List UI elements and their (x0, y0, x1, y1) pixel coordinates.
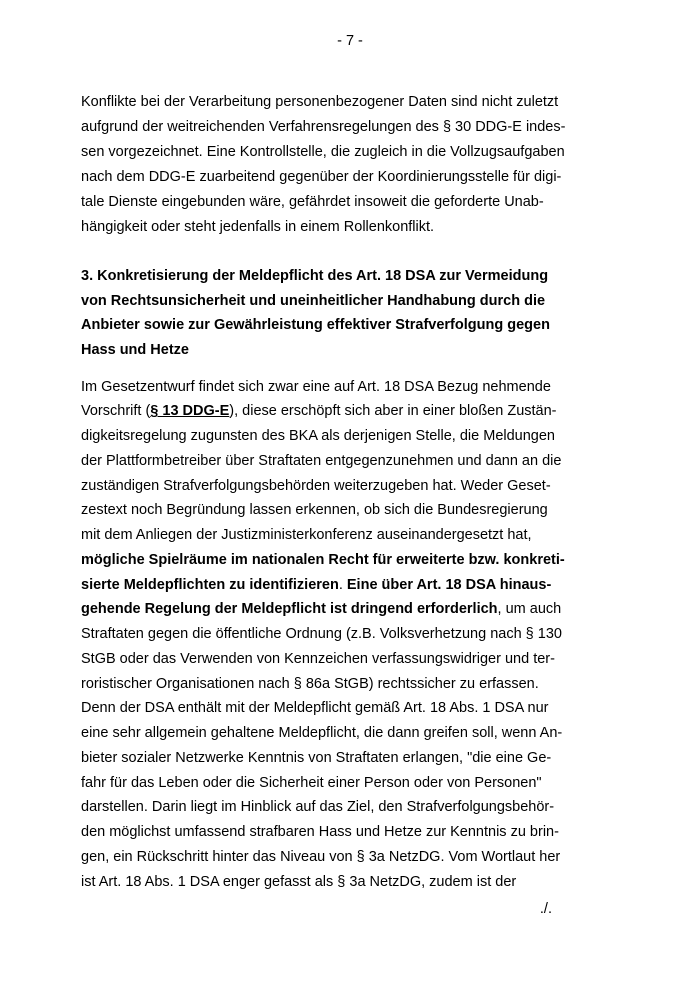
text-span: . (338, 577, 347, 593)
paragraph-line (81, 402, 557, 420)
text-span: , um auch (497, 601, 562, 617)
continuation-mark: ./. (539, 901, 552, 917)
paragraph-line: nach dem DDG-E zuarbeitend gegenüber der Koordinierungsstelle für digi- (81, 169, 562, 185)
paragraph-line: hängigkeit oder steht jedenfalls in einem Rollenkonflikt. (81, 219, 435, 235)
paragraph-line: tale Dienste eingebunden wäre, gefährdet insoweit die geforderte Unab- (81, 194, 544, 210)
paragraph-line (81, 576, 551, 594)
section-heading-line: Hass und Hetze (81, 342, 189, 358)
paragraph-line: sen vorgezeichnet. Eine Kontrollstelle, die zugleich in die Vollzugsaufgaben (81, 144, 565, 160)
paragraph-line (81, 600, 561, 618)
paragraph-line: zuständigen Strafverfolgungsbehörden weiterzugeben hat. Weder Geset- (81, 478, 551, 494)
section-heading-line: 3. Konkretisierung der Meldepflicht des Art. 18 DSA zur Vermeidung (81, 268, 549, 284)
paragraph-line: digkeitsregelung zugunsten des BKA als derjenigen Stelle, die Meldungen (81, 428, 555, 444)
paragraph-line: bieter sozialer Netzwerke Kenntnis von Straftaten erlangen, "die eine Ge- (81, 750, 552, 766)
paragraph-line: den möglichst umfassend strafbaren Hass und Hetze zur Kenntnis zu brin- (81, 824, 559, 840)
paragraph-line: StGB oder das Verwenden von Kennzeichen verfassungswidriger und ter- (81, 651, 555, 667)
text-span-bold: sierte Meldepflichten zu identifizieren (81, 577, 339, 593)
text-span-bold: gehende Regelung der Meldepflicht ist dringend erforderlich (81, 601, 498, 617)
paragraph-line: mit dem Anliegen der Justizministerkonferenz auseinandergesetzt hat, (81, 527, 532, 543)
paragraph-line: Im Gesetzentwurf findet sich zwar eine auf Art. 18 DSA Bezug nehmende (81, 379, 551, 395)
section-13-ddg-e-link[interactable]: § 13 DDG-E (150, 403, 230, 419)
section-heading-line: von Rechtsunsicherheit und uneinheitlicher Handhabung durch die (81, 293, 546, 309)
paragraph-line: fahr für das Leben oder die Sicherheit einer Person oder von Personen" (81, 775, 542, 791)
paragraph-line: zestext noch Begründung lassen erkennen, ob sich die Bundesregierung (81, 502, 548, 518)
text-span: ), diese erschöpft sich aber in einer bloßen Zustän- (229, 403, 557, 419)
paragraph-line: mögliche Spielräume im nationalen Recht für erweiterte bzw. konkreti- (81, 552, 565, 568)
paragraph-line: aufgrund der weitreichenden Verfahrensregelungen des § 30 DDG-E indes- (81, 119, 566, 135)
text-span: Vorschrift ( (81, 403, 151, 419)
page-number: - 7 - (337, 33, 363, 49)
paragraph-line: Konflikte bei der Verarbeitung personenbezogener Daten sind nicht zuletzt (81, 94, 559, 110)
paragraph-line: roristischer Organisationen nach § 86a StGB) rechtssicher zu erfassen. (81, 676, 539, 692)
paragraph-line: gen, ein Rückschritt hinter das Niveau von § 3a NetzDG. Vom Wortlaut her (81, 849, 561, 865)
paragraph-line: der Plattformbetreiber über Straftaten entgegenzunehmen und dann an die (81, 453, 562, 469)
paragraph-line: ist Art. 18 Abs. 1 DSA enger gefasst als § 3a NetzDG, zudem ist der (81, 874, 517, 890)
section-heading-line: Anbieter sowie zur Gewährleistung effektiver Strafverfolgung gegen (81, 317, 550, 333)
paragraph-line: eine sehr allgemein gehaltene Meldepflicht, die dann greifen soll, wenn An- (81, 725, 563, 741)
paragraph-line: Straftaten gegen die öffentliche Ordnung (z.B. Volksverhetzung nach § 130 (81, 626, 562, 642)
paragraph-line: darstellen. Darin liegt im Hinblick auf das Ziel, den Strafverfolgungsbehör- (81, 799, 555, 815)
paragraph-line: Denn der DSA enthält mit der Meldepflicht gemäß Art. 18 Abs. 1 DSA nur (81, 700, 549, 716)
text-span-bold: Eine über Art. 18 DSA hinaus- (346, 577, 552, 593)
